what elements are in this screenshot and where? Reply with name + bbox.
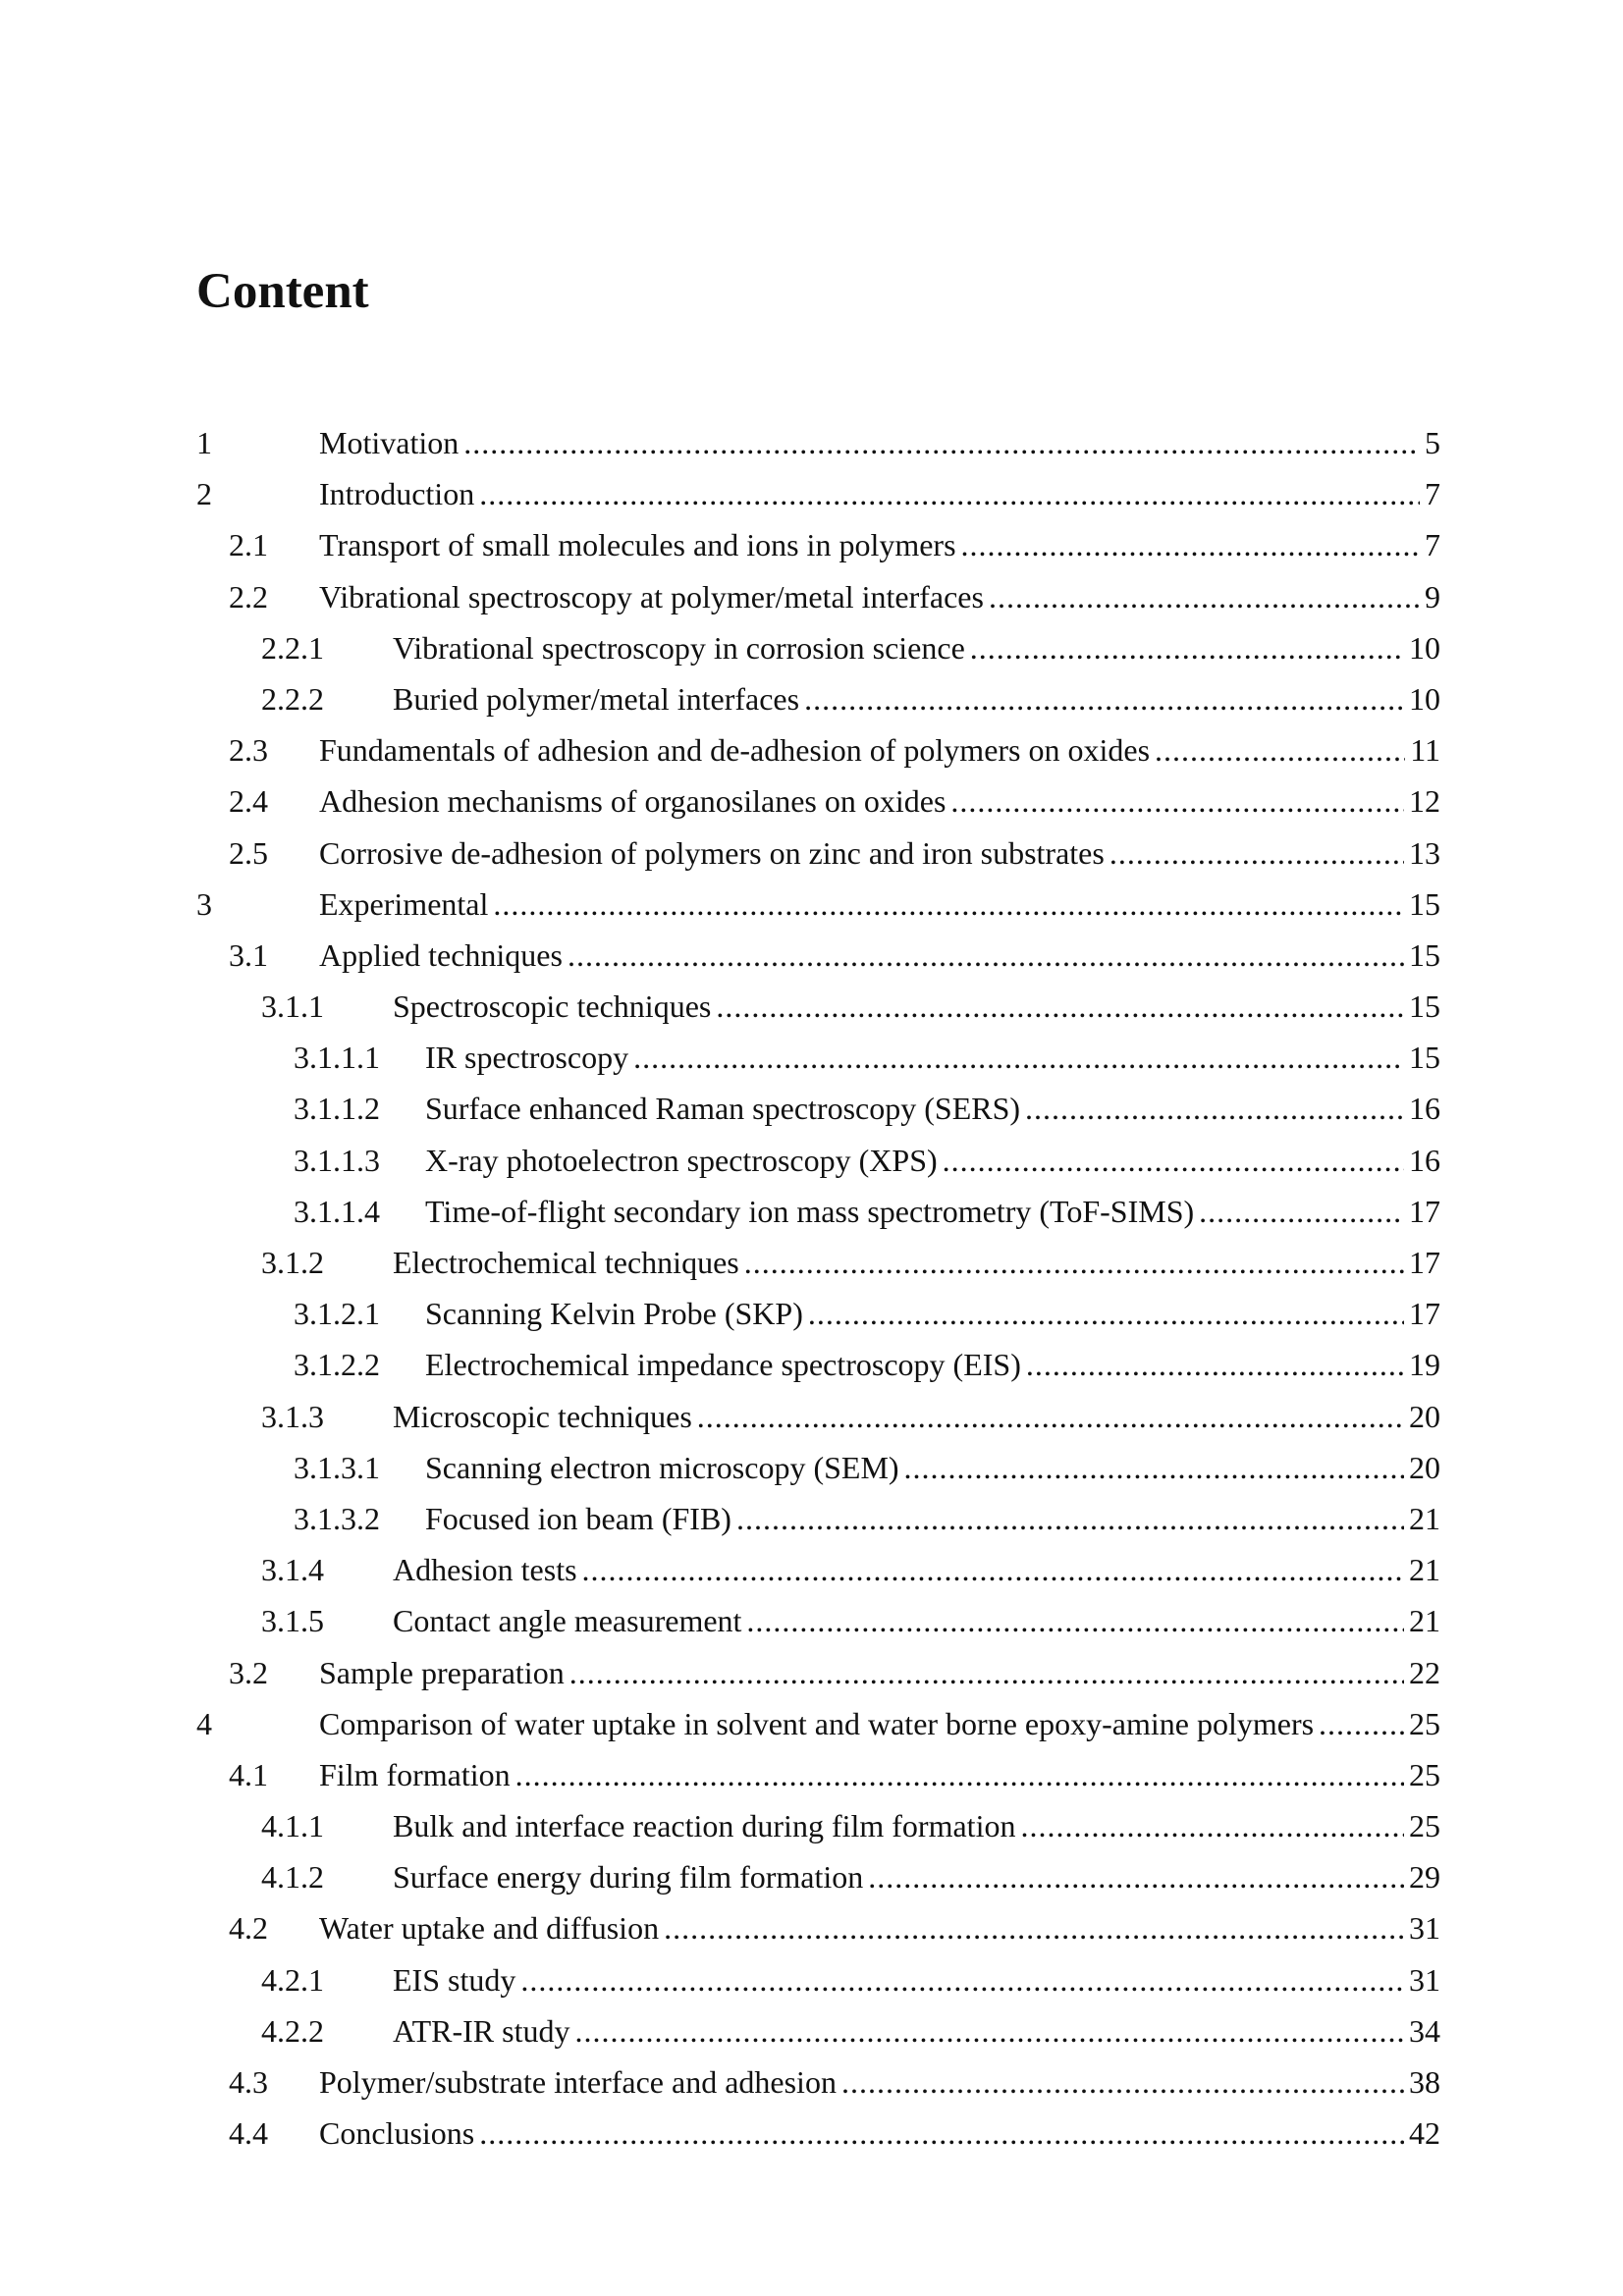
- toc-entry-page: 5: [1425, 425, 1440, 460]
- toc-entry-page: 15: [1409, 936, 1440, 973]
- toc-entry-line: [319, 1902, 1440, 1953]
- toc-entry[interactable]: [0, 468, 1623, 519]
- toc-entry-line: [425, 1493, 1440, 1544]
- toc-entry-number: 4.2.1: [261, 1961, 324, 1998]
- toc-entry-page: 42: [1409, 2115, 1440, 2152]
- toc-entry-line: [393, 1391, 1440, 1442]
- toc-entry[interactable]: [0, 879, 1623, 930]
- toc-entry-page: 21: [1409, 1552, 1440, 1588]
- toc-entry-title: ATR-IR study: [393, 2012, 570, 2049]
- toc-entry-page: 20: [1409, 1398, 1440, 1434]
- toc-entry[interactable]: [0, 2005, 1623, 2056]
- toc-entry-title: Vibrational spectroscopy in corrosion science: [393, 629, 965, 666]
- toc-entry[interactable]: [0, 1391, 1623, 1442]
- toc-entry-line: [425, 1032, 1440, 1083]
- toc-entry-title: Adhesion mechanisms of organosilanes on oxides: [319, 783, 947, 820]
- toc-entry[interactable]: [0, 724, 1623, 775]
- toc-entry-line: [393, 1595, 1440, 1646]
- toc-entry-page: 11: [1410, 732, 1440, 769]
- toc-entry-title: Comparison of water uptake in solvent and water borne epoxy-amine polymers: [319, 1705, 1315, 1741]
- toc-entry-number: 2.3: [229, 732, 268, 769]
- toc-entry-line: [319, 775, 1440, 827]
- toc-dot-leader: [569, 1647, 1404, 1698]
- toc-entry[interactable]: [0, 2108, 1623, 2159]
- toc-entry-title: Surface enhanced Raman spectroscopy (SERS): [425, 1091, 1021, 1127]
- toc-entry[interactable]: [0, 673, 1623, 724]
- toc-entry-number: 3.1.3: [261, 1398, 324, 1434]
- toc-entry-line: [393, 622, 1440, 673]
- toc-entry-title: Electrochemical techniques: [393, 1245, 739, 1280]
- toc-entry[interactable]: [0, 1902, 1623, 1953]
- toc-dot-leader: [804, 673, 1404, 724]
- toc-entry-title: EIS study: [393, 1961, 516, 1998]
- toc-entry-page: 9: [1425, 578, 1440, 614]
- toc-entry-title: Electrochemical impedance spectroscopy (EIS): [425, 1347, 1021, 1383]
- toc-entry-number: 4: [196, 1705, 212, 1741]
- toc-entry-title: Water uptake and diffusion: [319, 1910, 660, 1947]
- toc-entry-line: [393, 1954, 1440, 2005]
- toc-entry-page: 19: [1409, 1347, 1440, 1383]
- toc-entry-line: [319, 1698, 1440, 1749]
- toc-dot-leader: [1155, 724, 1405, 775]
- toc-entry-title: Polymer/substrate interface and adhesion: [319, 2064, 837, 2100]
- toc-entry-line: [425, 1083, 1440, 1134]
- toc-entry[interactable]: [0, 1954, 1623, 2005]
- toc-entry-page: 15: [1409, 988, 1440, 1025]
- toc-entry-number: 3.1.1.3: [294, 1142, 380, 1178]
- toc-dot-leader: [520, 1954, 1404, 2005]
- toc-entry[interactable]: [0, 1339, 1623, 1390]
- toc-entry-page: 25: [1409, 1705, 1440, 1741]
- toc-entry-number: 2.5: [229, 834, 268, 871]
- toc-entry-title: Film formation: [319, 1756, 511, 1792]
- toc-dot-leader: [808, 1288, 1404, 1339]
- toc-entry-page: 15: [1409, 885, 1440, 922]
- toc-dot-leader: [746, 1595, 1404, 1646]
- toc-entry-title: Applied techniques: [319, 936, 563, 973]
- toc-dot-leader: [568, 930, 1404, 981]
- toc-entry[interactable]: [0, 981, 1623, 1032]
- toc-entry-number: 4.1: [229, 1756, 268, 1792]
- toc-entry[interactable]: [0, 1186, 1623, 1237]
- toc-entry-number: 3: [196, 885, 212, 922]
- toc-entry-line: [425, 1186, 1440, 1237]
- toc-entry-number: 3.1.2.1: [294, 1296, 380, 1332]
- page-title: Content: [196, 264, 369, 319]
- toc-dot-leader: [633, 1032, 1404, 1083]
- toc-dot-leader: [582, 1544, 1404, 1595]
- toc-dot-leader: [1319, 1698, 1404, 1749]
- toc-entry-line: [319, 1749, 1440, 1800]
- toc-entry[interactable]: [0, 1851, 1623, 1902]
- toc-entry-page: 10: [1409, 629, 1440, 666]
- toc-entry-number: 3.1.4: [261, 1552, 324, 1588]
- toc-entry-title: Corrosive de-adhesion of polymers on zinc and iron substrates: [319, 834, 1105, 871]
- toc-entry-line: [393, 1237, 1440, 1288]
- toc-entry-title: Experimental: [319, 885, 489, 922]
- toc-entry-page: 16: [1409, 1142, 1440, 1178]
- toc-entry-number: 3.1.1: [261, 988, 324, 1025]
- toc-entry-number: 2.2: [229, 578, 268, 614]
- toc-dot-leader: [950, 775, 1404, 827]
- toc-entry-line: [393, 1851, 1440, 1902]
- toc-dot-leader: [479, 2108, 1404, 2159]
- toc-entry-line: [319, 828, 1440, 879]
- toc-entry-line: [319, 724, 1440, 775]
- toc-entry-page: 17: [1409, 1193, 1440, 1229]
- toc-entry-page: 20: [1409, 1449, 1440, 1485]
- toc-entry-title: Focused ion beam (FIB): [425, 1500, 731, 1536]
- toc-dot-leader: [716, 981, 1404, 1032]
- toc-entry-number: 2.1: [229, 527, 268, 563]
- toc-entry-title: X-ray photoelectron spectroscopy (XPS): [425, 1142, 938, 1178]
- toc-entry-page: 10: [1409, 680, 1440, 717]
- toc-entry-line: [319, 417, 1440, 468]
- toc-entry-line: [425, 1442, 1440, 1493]
- toc-entry-number: 4.1.2: [261, 1859, 324, 1896]
- toc-entry-page: 31: [1409, 1961, 1440, 1998]
- toc-entry-title: Buried polymer/metal interfaces: [393, 680, 800, 717]
- toc-entry-line: [319, 2108, 1440, 2159]
- toc-entry[interactable]: [0, 571, 1623, 622]
- toc-entry-title: Introduction: [319, 476, 475, 512]
- toc-entry-page: 34: [1409, 2012, 1440, 2049]
- toc-entry-page: 17: [1409, 1296, 1440, 1332]
- toc-entry-page: 13: [1409, 834, 1440, 871]
- toc-entry[interactable]: [0, 1647, 1623, 1698]
- toc-entry-line: [393, 1544, 1440, 1595]
- toc-entry-number: 4.2: [229, 1910, 268, 1947]
- toc-dot-leader: [943, 1135, 1404, 1186]
- toc-entry[interactable]: [0, 622, 1623, 673]
- toc-entry-number: 1: [196, 425, 212, 460]
- toc-entry-page: 25: [1409, 1756, 1440, 1792]
- toc-entry-number: 3.1.5: [261, 1603, 324, 1639]
- toc-entry[interactable]: [0, 1800, 1623, 1851]
- toc-entry-page: 7: [1425, 476, 1440, 512]
- toc-entry[interactable]: [0, 1237, 1623, 1288]
- toc-entry-number: 2.2.2: [261, 680, 324, 717]
- toc-entry-title: Time-of-flight secondary ion mass spectrometry (ToF-SIMS): [425, 1193, 1195, 1229]
- toc-dot-leader: [1020, 1800, 1404, 1851]
- toc-entry-number: 4.2.2: [261, 2012, 324, 2049]
- toc-entry[interactable]: [0, 1442, 1623, 1493]
- toc-entry-title: Spectroscopic techniques: [393, 988, 712, 1025]
- toc-dot-leader: [574, 2005, 1404, 2056]
- toc-entry-title: Contact angle measurement: [393, 1603, 742, 1639]
- toc-entry-number: 3.1.3.1: [294, 1449, 380, 1485]
- toc-dot-leader: [841, 2056, 1404, 2108]
- toc-entry[interactable]: [0, 1493, 1623, 1544]
- toc-dot-leader: [479, 468, 1420, 519]
- toc-entry-page: 22: [1409, 1654, 1440, 1690]
- toc-entry-line: [319, 1647, 1440, 1698]
- toc-entry-number: 2: [196, 476, 212, 512]
- toc-entry-title: Conclusions: [319, 2115, 475, 2152]
- toc-entry-page: 21: [1409, 1500, 1440, 1536]
- toc-entry[interactable]: [0, 2056, 1623, 2108]
- toc-dot-leader: [1109, 828, 1404, 879]
- toc-entry-number: 3.1.1.1: [294, 1040, 380, 1076]
- toc-entry-line: [393, 981, 1440, 1032]
- toc-entry-title: Scanning Kelvin Probe (SKP): [425, 1296, 803, 1332]
- table-of-contents: [0, 417, 1623, 2159]
- toc-entry-title: Fundamentals of adhesion and de-adhesion of polymers on oxides: [319, 732, 1151, 769]
- toc-entry-line: [319, 879, 1440, 930]
- toc-entry-title: IR spectroscopy: [425, 1040, 629, 1076]
- toc-entry[interactable]: [0, 1544, 1623, 1595]
- toc-entry[interactable]: [0, 828, 1623, 879]
- toc-entry-number: 3.1.1.4: [294, 1193, 380, 1229]
- toc-entry-title: Surface energy during film formation: [393, 1859, 864, 1896]
- toc-dot-leader: [868, 1851, 1404, 1902]
- toc-dot-leader: [970, 622, 1404, 673]
- toc-entry-number: 3.1.2.2: [294, 1347, 380, 1383]
- toc-dot-leader: [1025, 1083, 1404, 1134]
- toc-entry[interactable]: [0, 1698, 1623, 1749]
- toc-entry-number: 3.1: [229, 936, 268, 973]
- toc-entry-page: 31: [1409, 1910, 1440, 1947]
- toc-entry-page: 21: [1409, 1603, 1440, 1639]
- toc-entry-number: 4.3: [229, 2064, 268, 2100]
- toc-entry-line: [425, 1288, 1440, 1339]
- toc-entry[interactable]: [0, 1749, 1623, 1800]
- toc-entry[interactable]: [0, 930, 1623, 981]
- toc-dot-leader: [664, 1902, 1404, 1953]
- toc-entry-title: Transport of small molecules and ions in polymers: [319, 527, 956, 563]
- toc-entry[interactable]: [0, 1032, 1623, 1083]
- toc-entry-line: [393, 2005, 1440, 2056]
- toc-entry-title: Motivation: [319, 425, 460, 460]
- toc-entry-number: 4.1.1: [261, 1808, 324, 1844]
- toc-entry-number: 4.4: [229, 2115, 268, 2152]
- toc-entry-page: 7: [1425, 527, 1440, 563]
- toc-entry-title: Bulk and interface reaction during film formation: [393, 1808, 1016, 1844]
- toc-entry-number: 3.1.3.2: [294, 1500, 380, 1536]
- toc-entry-page: 16: [1409, 1091, 1440, 1127]
- toc-entry-number: 2.2.1: [261, 629, 324, 666]
- toc-entry-title: Scanning electron microscopy (SEM): [425, 1449, 899, 1485]
- toc-entry-line: [319, 519, 1440, 570]
- toc-entry-title: Sample preparation: [319, 1654, 565, 1690]
- toc-dot-leader: [1199, 1186, 1404, 1237]
- toc-entry-line: [393, 1800, 1440, 1851]
- toc-entry[interactable]: [0, 417, 1623, 468]
- toc-dot-leader: [515, 1749, 1404, 1800]
- toc-entry[interactable]: [0, 775, 1623, 827]
- toc-dot-leader: [961, 519, 1420, 570]
- toc-entry[interactable]: [0, 519, 1623, 570]
- toc-entry-page: 25: [1409, 1808, 1440, 1844]
- toc-entry-number: 2.4: [229, 783, 268, 820]
- toc-entry-number: 3.1.2: [261, 1245, 324, 1280]
- toc-entry-page: 15: [1409, 1040, 1440, 1076]
- toc-entry[interactable]: [0, 1135, 1623, 1186]
- toc-dot-leader: [989, 571, 1420, 622]
- toc-dot-leader: [736, 1493, 1404, 1544]
- toc-dot-leader: [1026, 1339, 1404, 1390]
- toc-dot-leader: [904, 1442, 1404, 1493]
- toc-entry-title: Adhesion tests: [393, 1552, 577, 1588]
- toc-entry-line: [319, 571, 1440, 622]
- toc-entry[interactable]: [0, 1083, 1623, 1134]
- toc-dot-leader: [463, 417, 1420, 468]
- toc-entry[interactable]: [0, 1288, 1623, 1339]
- toc-entry-title: Vibrational spectroscopy at polymer/metal interfaces: [319, 578, 984, 614]
- toc-dot-leader: [697, 1391, 1404, 1442]
- toc-dot-leader: [493, 879, 1404, 930]
- toc-entry-line: [319, 2056, 1440, 2108]
- toc-entry-page: 17: [1409, 1245, 1440, 1280]
- toc-entry-line: [425, 1135, 1440, 1186]
- toc-entry-title: Microscopic techniques: [393, 1398, 692, 1434]
- toc-entry-line: [319, 930, 1440, 981]
- toc-entry-number: 3.1.1.2: [294, 1091, 380, 1127]
- toc-entry-page: 38: [1409, 2064, 1440, 2100]
- toc-entry-page: 12: [1409, 783, 1440, 820]
- toc-entry-line: [425, 1339, 1440, 1390]
- toc-entry-page: 29: [1409, 1859, 1440, 1896]
- toc-dot-leader: [744, 1237, 1404, 1288]
- toc-entry-line: [319, 468, 1440, 519]
- toc-entry-line: [393, 673, 1440, 724]
- toc-entry-number: 3.2: [229, 1654, 268, 1690]
- toc-entry[interactable]: [0, 1595, 1623, 1646]
